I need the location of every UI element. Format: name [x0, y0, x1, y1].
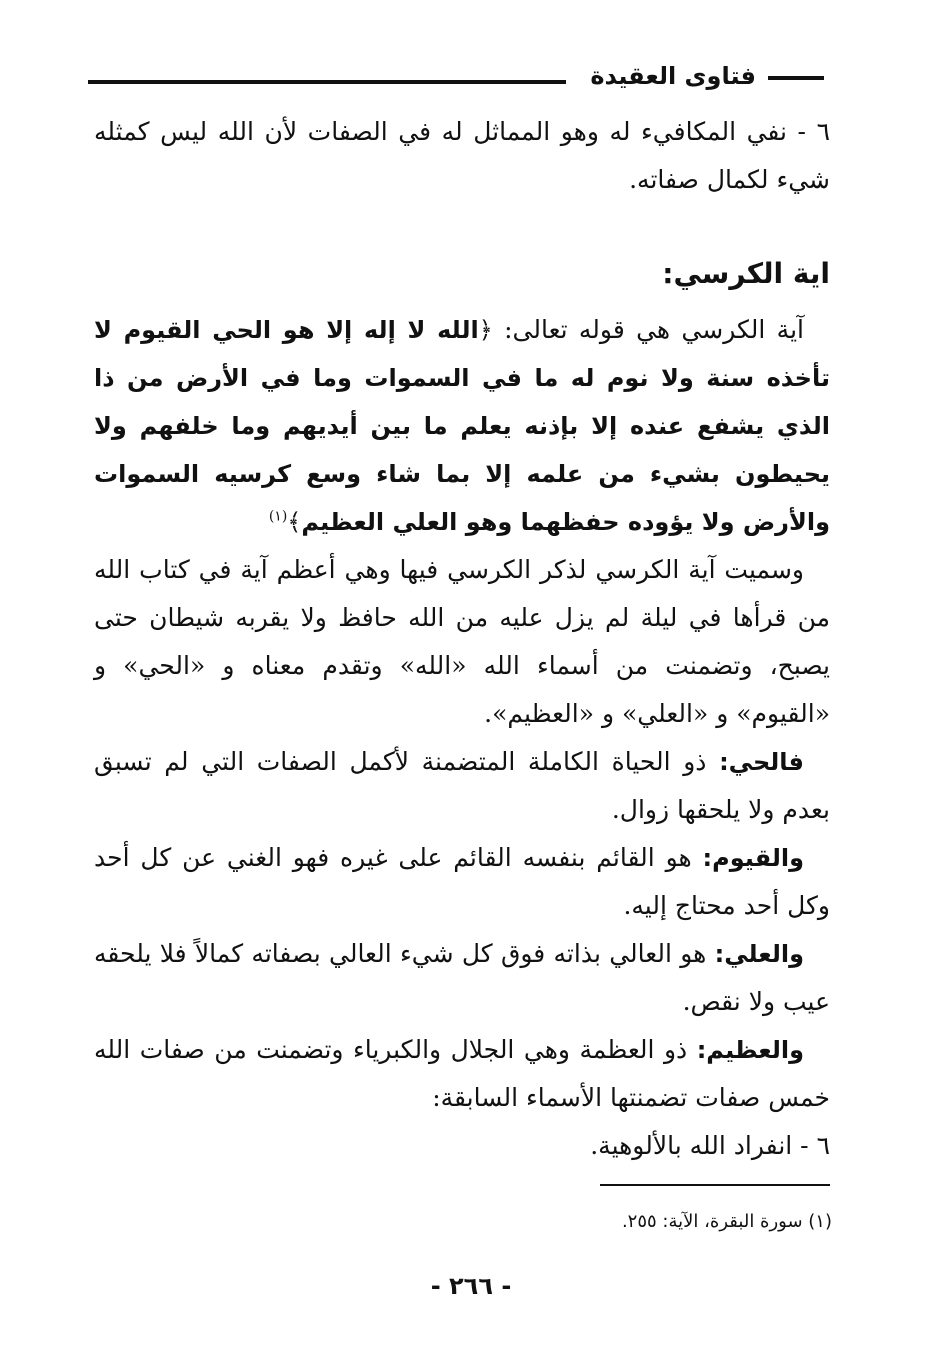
main-text [94, 108, 830, 1170]
verse-text: الله لا إله إلا هو الحي القيوم لا تأخذه سنة ولا نوم له ما في السموات وما في الأرض من ذا الذي يشفع عنده إلا بإذنه يعلم ما بين أيديهم وما خلفهم ولا يحيطون بشيء من علمه إلا بما شاء وسع كرسيه السموات والأرض ولا يؤوده حفظهما وهو العلي العظيم [94, 316, 830, 536]
footnote: (١) سورة البقرة، الآية: ٢٥٥. [621, 1211, 832, 1232]
list-item: ٦ - انفراد الله بالألوهية. [590, 1131, 830, 1160]
definition-text: ذو الحياة الكاملة المتضمنة لأكمل الصفات التي لم تسبق بعدم ولا يلحقها زوال. [94, 747, 830, 824]
page-number: - ٢٦٦ - [430, 1272, 512, 1300]
definition-alali [94, 930, 830, 1026]
quran-verse [94, 316, 830, 536]
verse-open-bracket: ﴿ [478, 316, 493, 344]
footnote-reference: (١) [268, 508, 288, 525]
definition-term: والقيوم: [702, 844, 804, 872]
definition-text: هو القائم بنفسه القائم على غيره فهو الغني عن كل أحد وكل أحد محتاج إليه. [94, 843, 830, 920]
definition-alhayy [94, 738, 830, 834]
definition-text: هو العالي بذاته فوق كل شيء العالي بصفاته كمالاً فلا يلحقه عيب ولا نقص. [94, 939, 830, 1016]
verse-paragraph [94, 306, 830, 546]
naming-paragraph: وسميت آية الكرسي لذكر الكرسي فيها وهي أعظم آية في كتاب الله من قرأها في ليلة لم يزل عليه من الله حافظ ولا يقربه شيطان حتى يصبح، وتضمنت من أسماء الله «الله» وتقدم معناه و «الحي» و «القيوم» و «العلي» و «العظيم». [94, 555, 830, 728]
verse-close-bracket: ﴾ [287, 508, 302, 536]
definition-term: فالحي: [719, 748, 804, 776]
verse-lead: آية الكرسي هي قوله تعالى: [504, 315, 804, 344]
definition-text: ذو العظمة وهي الجلال والكبرياء وتضمنت من صفات الله خمس صفات تضمنتها الأسماء السابقة: [94, 1035, 830, 1112]
header-rule-short [768, 76, 824, 80]
definition-alqayyum [94, 834, 830, 930]
footnote-separator [600, 1184, 830, 1186]
header-rule-long [88, 80, 566, 84]
section-title: اية الكرسي: [662, 257, 830, 290]
header-title: فتاوى العقيدة [590, 62, 756, 90]
definition-term: والعلي: [714, 940, 804, 968]
definition-term: والعظيم: [696, 1036, 804, 1064]
definition-alazim [94, 1026, 830, 1122]
intro-paragraph: ٦ - نفي المكافيء له وهو المماثل له في الصفات لأن الله ليس كمثله شيء لكمال صفاته. [94, 117, 830, 194]
running-header [88, 54, 824, 98]
